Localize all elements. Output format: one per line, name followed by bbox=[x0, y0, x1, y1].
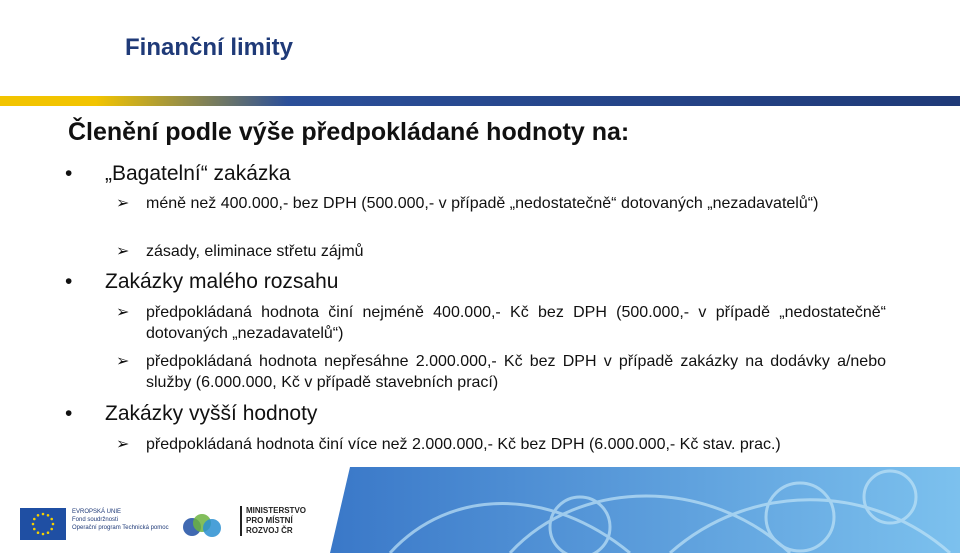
sub-item-text: předpokládaná hodnota činí více než 2.000.000,- Kč bez DPH (6.000.000,- Kč stav. prac.) bbox=[146, 436, 781, 453]
bullet-label: Zakázky malého rozsahu bbox=[105, 270, 339, 293]
ministry-text-line: MINISTERSTVO bbox=[246, 506, 307, 515]
bullet-dot: • bbox=[65, 402, 73, 425]
decorative-wave-band bbox=[330, 467, 960, 553]
circles-logo-icon bbox=[180, 512, 224, 540]
bullet-dot: • bbox=[65, 270, 73, 293]
footer-logos bbox=[15, 500, 325, 546]
section-heading: Členění podle výše předpokládané hodnoty na: bbox=[68, 118, 630, 146]
eu-text-line: Fond soudržnosti bbox=[72, 517, 119, 523]
slide-title: Finanční limity bbox=[125, 34, 294, 61]
bullet-label: Zakázky vyšší hodnoty bbox=[105, 402, 318, 425]
arrow-bullet-icon: ➢ bbox=[116, 353, 130, 370]
ministry-text-line: PRO MÍSTNÍ bbox=[246, 516, 293, 525]
sub-item-text: méně než 400.000,- bez DPH (500.000,- v případě „nedostatečně“ dotovaných „nezadavatelů“) bbox=[146, 195, 819, 212]
title-bar bbox=[0, 96, 960, 106]
sub-item-text: předpokládaná hodnota nepřesáhne 2.000.000,- Kč bez DPH v případě zakázky na dodávky a/nebo služby (6.000.000, Kč v případě stavebních prací) bbox=[146, 353, 886, 391]
bullet-label: „Bagatelní“ zakázka bbox=[105, 162, 291, 185]
bullet-dot: • bbox=[65, 162, 73, 185]
arrow-bullet-icon: ➢ bbox=[116, 436, 130, 453]
arrow-bullet-icon: ➢ bbox=[116, 195, 130, 212]
ministry-logo-text bbox=[240, 506, 306, 536]
arrow-bullet-icon: ➢ bbox=[116, 243, 130, 260]
eu-text-line: EVROPSKÁ UNIE bbox=[72, 509, 122, 515]
sub-item-text: předpokládaná hodnota činí nejméně 400.000,- Kč bez DPH (500.000,- v případě „nedostatečně“ dotovaných „nezadavatelů“) bbox=[146, 304, 886, 342]
arrow-bullet-icon: ➢ bbox=[116, 304, 130, 321]
eu-text-line: Operační program Technická pomoc bbox=[72, 525, 169, 531]
eu-flag-icon bbox=[20, 508, 66, 540]
sub-item-text: zásady, eliminace střetu zájmů bbox=[146, 243, 364, 260]
ministry-text-line: ROZVOJ ČR bbox=[246, 526, 293, 535]
eu-logo-text bbox=[72, 508, 169, 532]
